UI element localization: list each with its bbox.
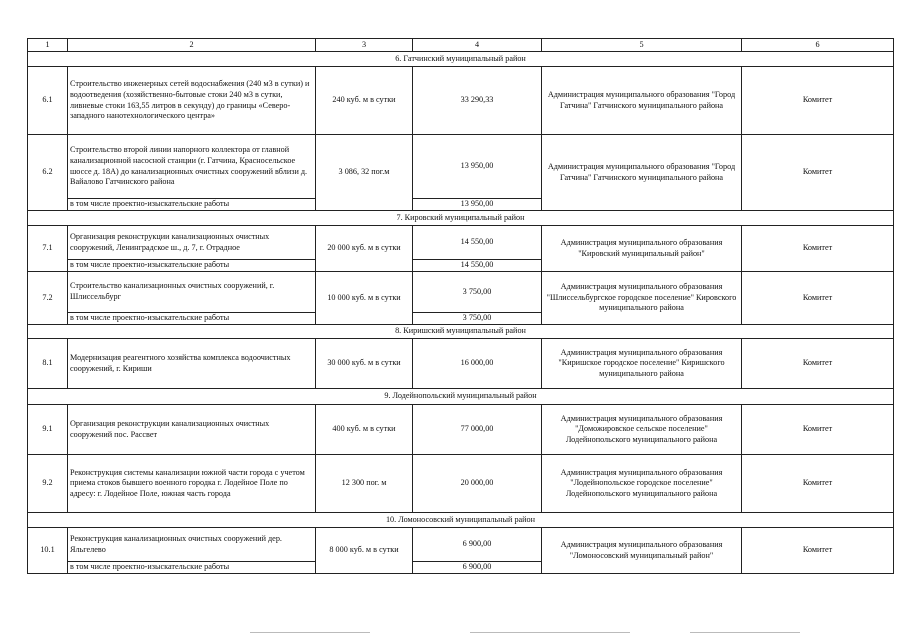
item-sum: 77 000,00 — [413, 405, 542, 455]
header-cell-5: 5 — [542, 39, 742, 52]
section-title: 6. Гатчинский муниципальный район — [28, 52, 894, 67]
item-row — [28, 405, 894, 455]
item-administration: Администрация муниципального образования "Город Гатчина" Гатчинского муниципального района — [542, 67, 742, 135]
subtotal-label: в том числе проектно-изыскательские работы — [68, 199, 316, 211]
item-responsible: Комитет — [742, 405, 894, 455]
item-responsible: Комитет — [742, 226, 894, 272]
item-capacity: 3 086, 32 пог.м — [316, 135, 413, 211]
item-number: 10.1 — [28, 528, 68, 574]
item-capacity: 240 куб. м в сутки — [316, 67, 413, 135]
header-cell-3: 3 — [316, 39, 413, 52]
item-administration: Администрация муниципального образования "Шлиссельбургское городское поселение" Кировского муниципального района — [542, 272, 742, 325]
section-title: 8. Киришский муниципальный район — [28, 325, 894, 339]
item-description: Строительство второй линии напорного коллектора от главной канализационной насосной станции (г. Гатчина, Красносельское шоссе д. 18А) до канализационных очистных сооружений вблизи д. Вайалово Гатчинского района — [68, 135, 316, 199]
item-sum: 16 000,00 — [413, 339, 542, 389]
item-description: Строительство инженерных сетей водоснабжения (240 м3 в сутки) и водоотведения (хозяйственно-бытовые стоки 240 м3 в сутки, ливневые стоки 163,55 литров в секунду) до границы «Северо-западного нанотехнологического центра» — [68, 67, 316, 135]
subtotal-label: в том числе проектно-изыскательские работы — [68, 313, 316, 325]
section-row — [28, 513, 894, 528]
item-sum: 3 750,00 — [413, 272, 542, 313]
item-row — [28, 528, 894, 562]
header-cell-2: 2 — [68, 39, 316, 52]
scan-noise-line — [690, 632, 800, 633]
item-row — [28, 135, 894, 199]
item-responsible: Комитет — [742, 455, 894, 513]
section-title: 10. Ломоносовский муниципальный район — [28, 513, 894, 528]
item-sum: 6 900,00 — [413, 528, 542, 562]
item-number: 9.1 — [28, 405, 68, 455]
subtotal-label: в том числе проектно-изыскательские работы — [68, 562, 316, 574]
item-responsible: Комитет — [742, 339, 894, 389]
item-description: Реконструкция системы канализации южной части города с учетом приема стоков бывшего военного городка г. Лодейное Поле по адресу: г. Лодейное Поле, южная часть города — [68, 455, 316, 513]
subtotal-sum: 14 550,00 — [413, 260, 542, 272]
item-row — [28, 455, 894, 513]
item-capacity: 10 000 куб. м в сутки — [316, 272, 413, 325]
item-description: Модернизация реагентного хозяйства комплекса водоочистных сооружений, г. Кириши — [68, 339, 316, 389]
item-capacity: 20 000 куб. м в сутки — [316, 226, 413, 272]
item-capacity: 400 куб. м в сутки — [316, 405, 413, 455]
item-number: 6.1 — [28, 67, 68, 135]
section-row — [28, 211, 894, 226]
item-administration: Администрация муниципального образования "Киришское городское поселение" Киришского муниципального района — [542, 339, 742, 389]
section-row — [28, 52, 894, 67]
subtotal-sum: 6 900,00 — [413, 562, 542, 574]
subtotal-label: в том числе проектно-изыскательские работы — [68, 260, 316, 272]
item-administration: Администрация муниципального образования "Доможировское сельское поселение" Лодейнопольского муниципального района — [542, 405, 742, 455]
item-number: 7.1 — [28, 226, 68, 272]
header-row — [28, 39, 894, 52]
item-responsible: Комитет — [742, 272, 894, 325]
item-row — [28, 67, 894, 135]
item-responsible: Комитет — [742, 528, 894, 574]
item-administration: Администрация муниципального образования "Ломоносовский муниципальный район" — [542, 528, 742, 574]
item-sum: 20 000,00 — [413, 455, 542, 513]
header-cell-1: 1 — [28, 39, 68, 52]
section-row — [28, 389, 894, 405]
scan-noise-line — [470, 632, 630, 633]
document-table — [27, 38, 894, 574]
item-administration: Администрация муниципального образования "Лодейнопольское городское поселение" Лодейнопольского муниципального района — [542, 455, 742, 513]
section-title: 9. Лодейнопольский муниципальный район — [28, 389, 894, 405]
subtotal-sum: 3 750,00 — [413, 313, 542, 325]
item-number: 9.2 — [28, 455, 68, 513]
item-number: 7.2 — [28, 272, 68, 325]
scan-noise-line — [250, 632, 370, 633]
item-number: 6.2 — [28, 135, 68, 211]
subtotal-sum: 13 950,00 — [413, 199, 542, 211]
header-cell-6: 6 — [742, 39, 894, 52]
item-sum: 33 290,33 — [413, 67, 542, 135]
header-cell-4: 4 — [413, 39, 542, 52]
item-responsible: Комитет — [742, 67, 894, 135]
section-row — [28, 325, 894, 339]
item-capacity: 12 300 пог. м — [316, 455, 413, 513]
item-description: Строительство канализационных очистных сооружений, г. Шлиссельбург — [68, 272, 316, 313]
item-sum: 13 950,00 — [413, 135, 542, 199]
item-capacity: 30 000 куб. м в сутки — [316, 339, 413, 389]
item-administration: Администрация муниципального образования "Кировский муниципальный район" — [542, 226, 742, 272]
item-description: Организация реконструкции канализационных очистных сооружений пос. Рассвет — [68, 405, 316, 455]
section-title: 7. Кировский муниципальный район — [28, 211, 894, 226]
item-capacity: 8 000 куб. м в сутки — [316, 528, 413, 574]
item-row — [28, 272, 894, 313]
item-responsible: Комитет — [742, 135, 894, 211]
item-row — [28, 226, 894, 260]
item-row — [28, 339, 894, 389]
item-description: Организация реконструкции канализационных очистных сооружений, Ленинградское ш., д. 7, г. Отрадное — [68, 226, 316, 260]
item-sum: 14 550,00 — [413, 226, 542, 260]
item-administration: Администрация муниципального образования "Город Гатчина" Гатчинского муниципального района — [542, 135, 742, 211]
item-description: Реконструкция канализационных очистных сооружений дер. Яльгелево — [68, 528, 316, 562]
item-number: 8.1 — [28, 339, 68, 389]
